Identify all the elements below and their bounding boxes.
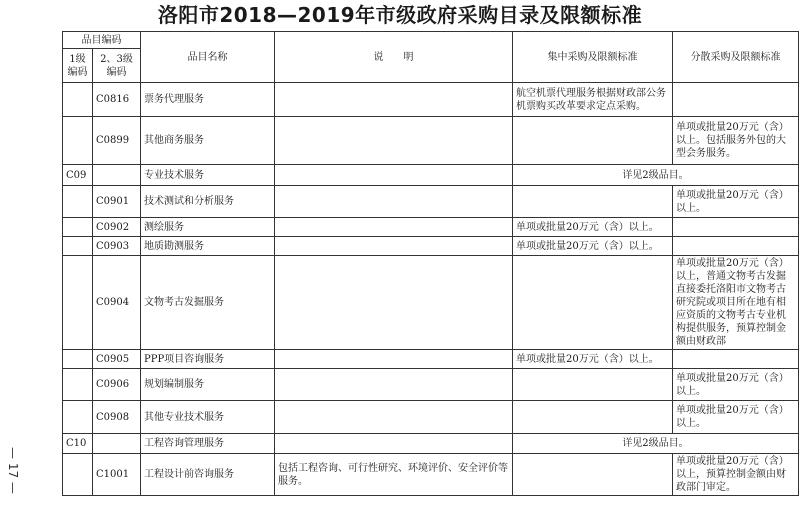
row-central bbox=[513, 401, 673, 434]
row-level1-code bbox=[63, 350, 93, 369]
row-desc bbox=[275, 350, 513, 369]
document-title: 洛阳市2018—2019年市级政府采购目录及限额标准 bbox=[157, 3, 643, 27]
row-merged-note: 详见2级品目。 bbox=[513, 165, 799, 186]
row-central bbox=[513, 454, 673, 496]
row-merged-note: 详见2级品目。 bbox=[513, 434, 799, 454]
row-name: 规划编制服务 bbox=[141, 369, 275, 401]
header-level1: 1级编码 bbox=[63, 49, 93, 83]
row-scatter bbox=[673, 83, 799, 117]
table-row bbox=[63, 369, 799, 401]
row-name: 票务代理服务 bbox=[141, 83, 275, 117]
table-row bbox=[63, 454, 799, 496]
row-code bbox=[93, 165, 141, 186]
row-desc bbox=[275, 237, 513, 256]
row-code: C0905 bbox=[93, 350, 141, 369]
row-scatter: 单项或批量20万元（含）以上。 bbox=[673, 186, 799, 218]
row-desc bbox=[275, 165, 513, 186]
row-code: C0899 bbox=[93, 117, 141, 165]
row-scatter: 单项或批量20万元（含）以上。 bbox=[673, 369, 799, 401]
row-central bbox=[513, 186, 673, 218]
row-desc bbox=[275, 434, 513, 454]
row-central: 航空机票代理服务根据财政部公务机票购买改革要求定点采购。 bbox=[513, 83, 673, 117]
row-name: 测绘服务 bbox=[141, 218, 275, 237]
header-code-group: 品目编码 bbox=[63, 32, 141, 49]
row-level1-code bbox=[63, 369, 93, 401]
row-central: 单项或批量20万元（含）以上。 bbox=[513, 237, 673, 256]
row-desc bbox=[275, 186, 513, 218]
row-code: C0904 bbox=[93, 256, 141, 350]
row-level1-code bbox=[63, 256, 93, 350]
row-level1-code bbox=[63, 218, 93, 237]
row-name: 其他商务服务 bbox=[141, 117, 275, 165]
row-scatter: 单项或批量20万元（含）以上。 bbox=[673, 401, 799, 434]
row-central bbox=[513, 117, 673, 165]
row-scatter: 单项或批量20万元（含）以上，普通文物考古发掘直接委托洛阳市文物考古研究院或项目所在地有相应资质的文物考古专业机构提供服务，预算控制金额由财政部 bbox=[673, 256, 799, 350]
header-central: 集中采购及限额标准 bbox=[513, 32, 673, 83]
row-level1-code bbox=[63, 117, 93, 165]
row-desc bbox=[275, 256, 513, 350]
table-row bbox=[63, 218, 799, 237]
row-desc bbox=[275, 218, 513, 237]
row-desc bbox=[275, 83, 513, 117]
header-desc: 说 明 bbox=[275, 32, 513, 83]
row-code: C0816 bbox=[93, 83, 141, 117]
header-name: 品目名称 bbox=[141, 32, 275, 83]
procurement-catalog-table bbox=[62, 31, 799, 496]
row-scatter bbox=[673, 237, 799, 256]
row-name: 地质勘测服务 bbox=[141, 237, 275, 256]
row-central: 单项或批量20万元（含）以上。 bbox=[513, 218, 673, 237]
row-code: C0908 bbox=[93, 401, 141, 434]
row-level1-code bbox=[63, 401, 93, 434]
row-desc bbox=[275, 401, 513, 434]
table-row bbox=[63, 434, 799, 454]
row-name: 工程咨询管理服务 bbox=[141, 434, 275, 454]
row-name: 文物考古发掘服务 bbox=[141, 256, 275, 350]
row-scatter bbox=[673, 218, 799, 237]
header-level23: 2、3级编码 bbox=[93, 49, 141, 83]
table-row bbox=[63, 237, 799, 256]
table-row bbox=[63, 186, 799, 218]
row-name: 技术测试和分析服务 bbox=[141, 186, 275, 218]
row-code: C1001 bbox=[93, 454, 141, 496]
row-code bbox=[93, 434, 141, 454]
table-row bbox=[63, 83, 799, 117]
row-level1-code: C10 bbox=[63, 434, 93, 454]
row-central bbox=[513, 256, 673, 350]
row-desc: 包括工程咨询、可行性研究、环境评价、安全评价等服务。 bbox=[275, 454, 513, 496]
row-name: 工程设计前咨询服务 bbox=[141, 454, 275, 496]
row-scatter: 单项或批量20万元（含）以上。包括服务外包的大型会务服务。 bbox=[673, 117, 799, 165]
table-row bbox=[63, 401, 799, 434]
table-row bbox=[63, 117, 799, 165]
row-code: C0902 bbox=[93, 218, 141, 237]
header-scatter: 分散采购及限额标准 bbox=[673, 32, 799, 83]
row-scatter: 单项或批量20万元（含）以上，预算控制金额由财政部门审定。 bbox=[673, 454, 799, 496]
table-row bbox=[63, 165, 799, 186]
row-desc bbox=[275, 117, 513, 165]
row-level1-code bbox=[63, 237, 93, 256]
row-level1-code bbox=[63, 454, 93, 496]
page-number: — 17 — bbox=[6, 446, 20, 494]
row-name: PPP项目咨询服务 bbox=[141, 350, 275, 369]
row-level1-code bbox=[63, 186, 93, 218]
row-scatter bbox=[673, 350, 799, 369]
table-row bbox=[63, 256, 799, 350]
row-code: C0901 bbox=[93, 186, 141, 218]
row-name: 其他专业技术服务 bbox=[141, 401, 275, 434]
row-code: C0906 bbox=[93, 369, 141, 401]
row-level1-code bbox=[63, 83, 93, 117]
table-row bbox=[63, 350, 799, 369]
row-code: C0903 bbox=[93, 237, 141, 256]
row-level1-code: C09 bbox=[63, 165, 93, 186]
row-central: 单项或批量20万元（含）以上。 bbox=[513, 350, 673, 369]
row-name: 专业技术服务 bbox=[141, 165, 275, 186]
row-central bbox=[513, 369, 673, 401]
row-desc bbox=[275, 369, 513, 401]
